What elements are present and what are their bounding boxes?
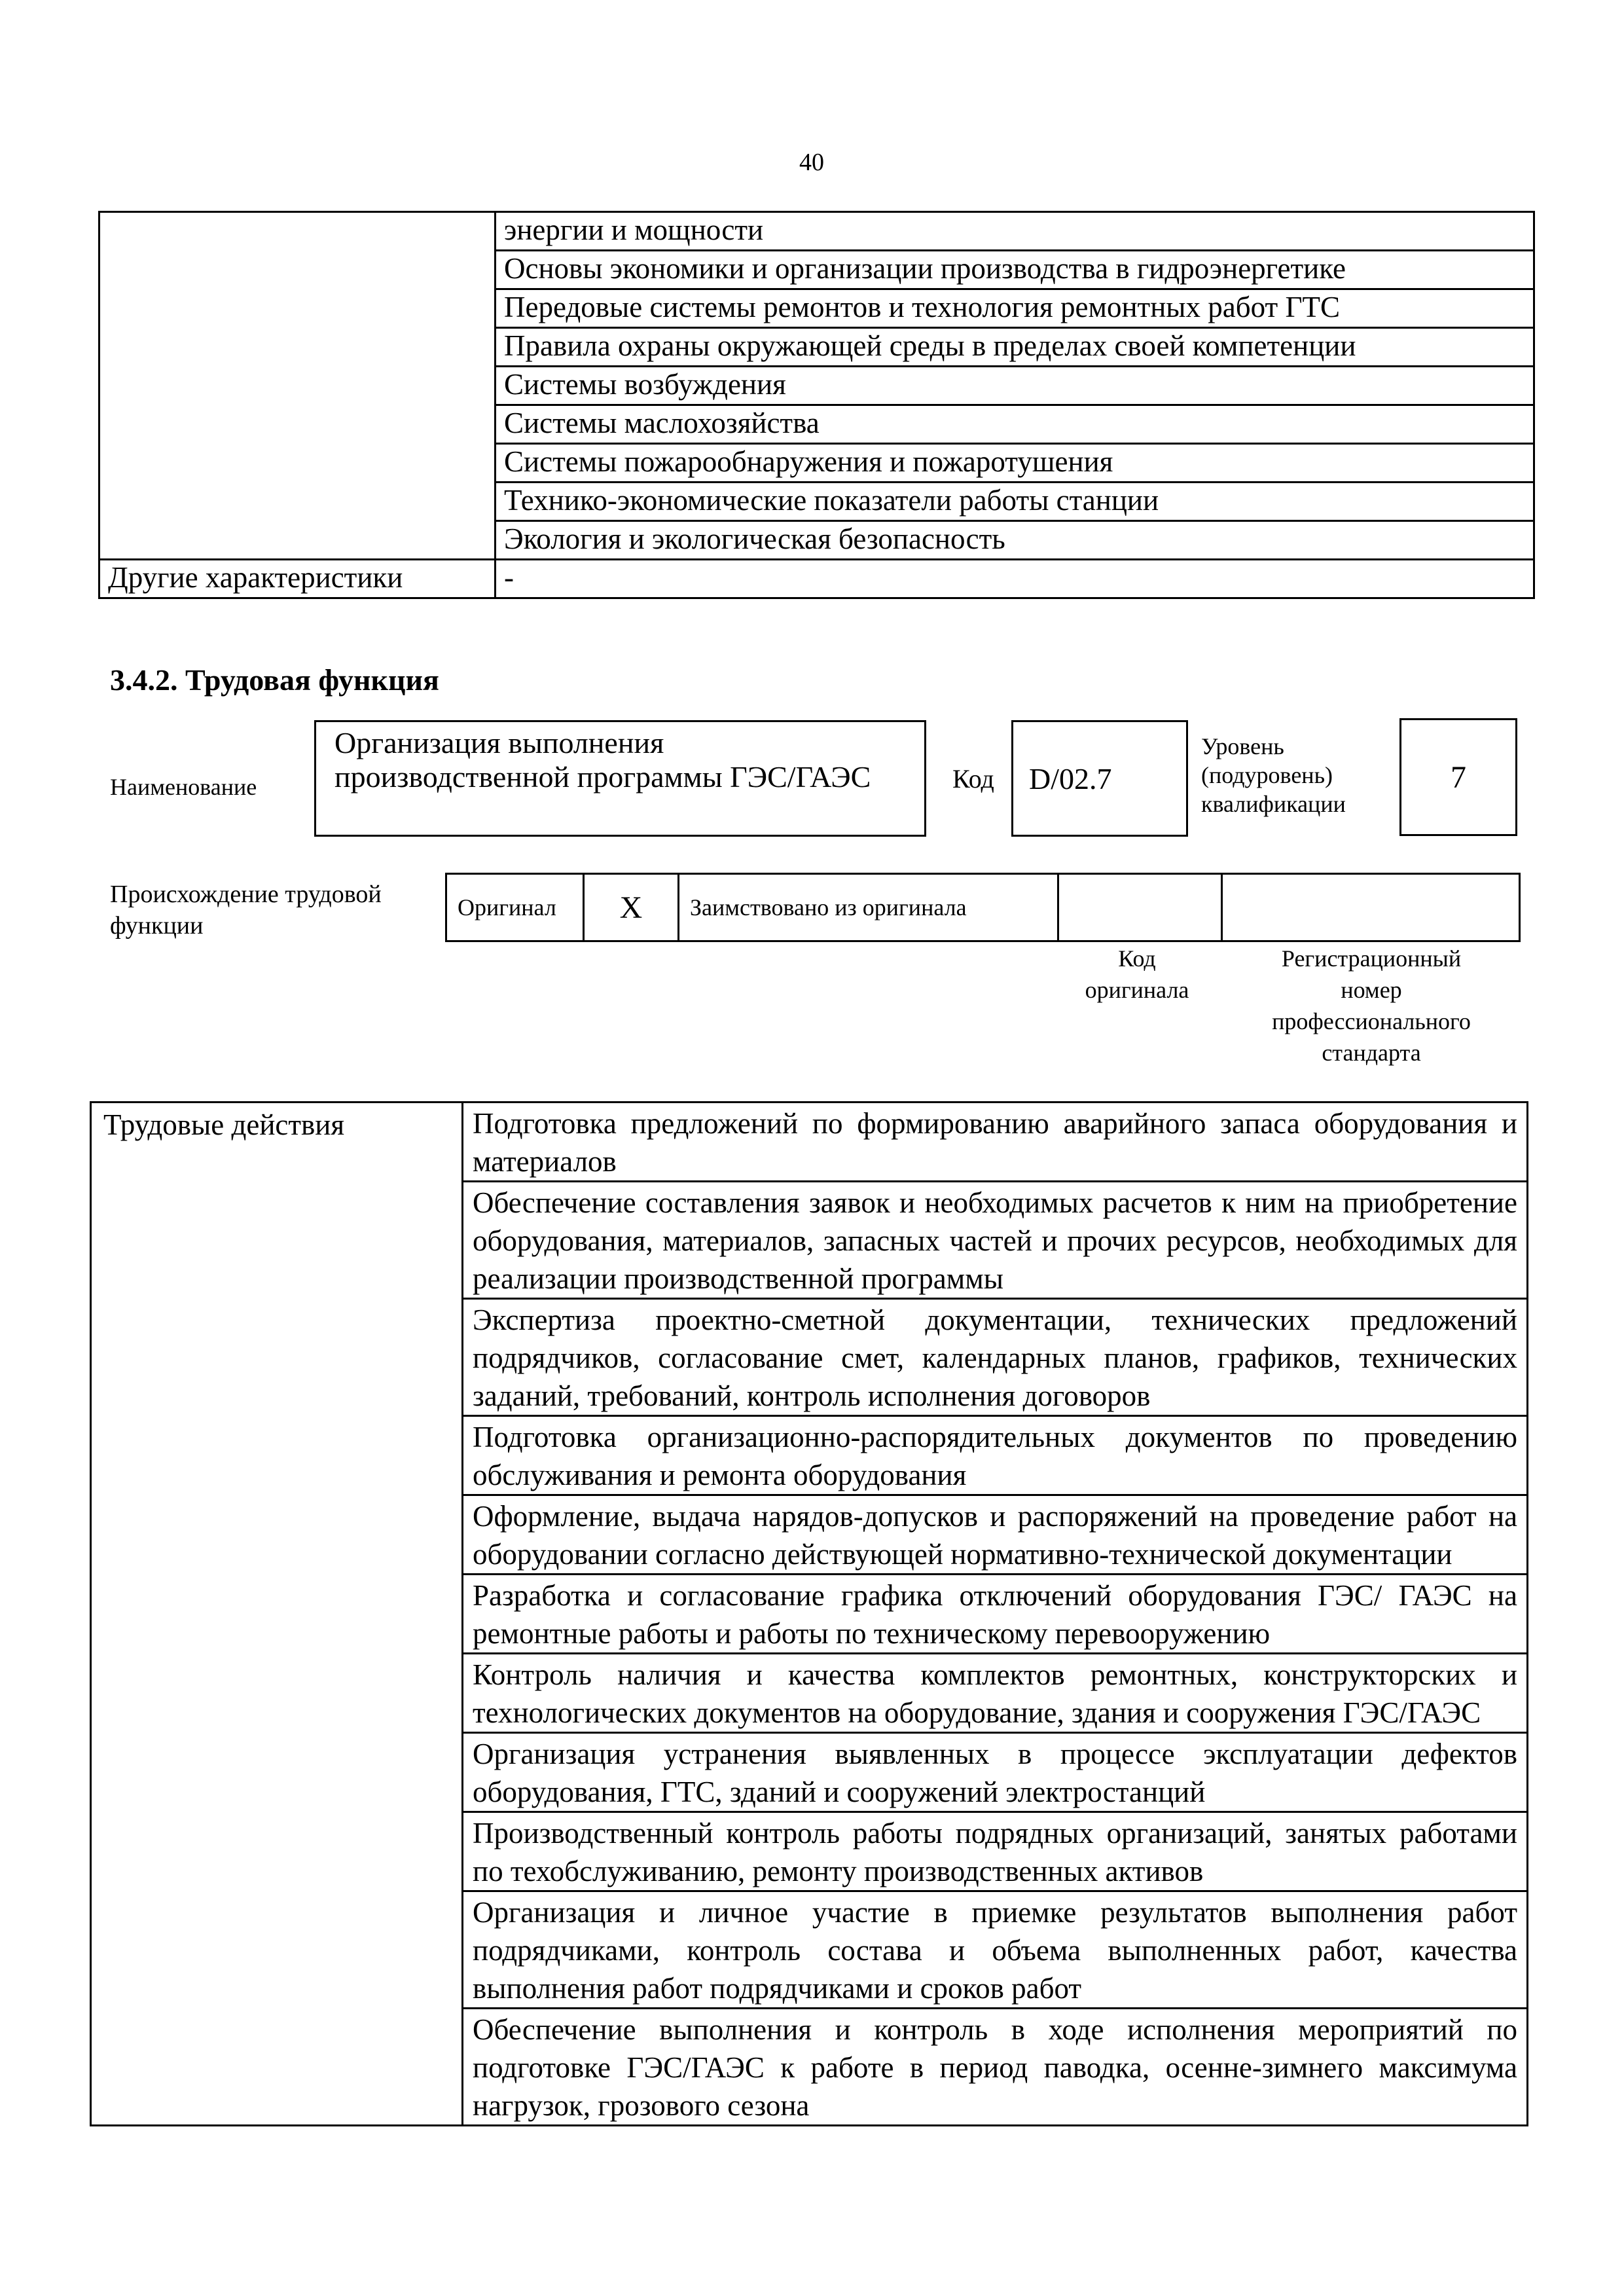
level-label-line: (подуровень) bbox=[1201, 762, 1333, 788]
caption-line: оригинала bbox=[1085, 977, 1189, 1003]
knowledge-label-cell bbox=[99, 212, 496, 560]
level-label-line: Уровень bbox=[1201, 733, 1284, 759]
level-label-line: квалификации bbox=[1201, 791, 1346, 817]
labor-action-item: Обеспечение выполнения и контроль в ходе исполнения мероприятий по подготовке ГЭС/ГАЭС к работе в период паводка, осенне-зимнего максимума нагрузок, грозового сезона bbox=[463, 2009, 1528, 2126]
origin-label: Происхождение трудовой функции bbox=[110, 881, 382, 939]
labor-action-item: Организация и личное участие в приемке результатов выполнения работ подрядчиками, контроль состава и объема выполненных работ, качества выполнения работ подрядчиками и сроков работ bbox=[463, 1891, 1528, 2009]
name-label: Наименование bbox=[110, 774, 257, 800]
level-value: 7 bbox=[1451, 760, 1466, 795]
code-caption bbox=[1055, 943, 1219, 1006]
caption-line: номер bbox=[1341, 977, 1402, 1003]
knowledge-item: Экология и экологическая безопасность bbox=[496, 521, 1534, 560]
table-row bbox=[99, 212, 1534, 251]
knowledge-item: Системы пожарообнаружения и пожаротушения bbox=[496, 444, 1534, 483]
level-label bbox=[1201, 732, 1346, 818]
level-box bbox=[1399, 718, 1517, 836]
knowledge-item: Передовые системы ремонтов и технология ремонтных работ ГТС bbox=[496, 289, 1534, 328]
original-label: Оригинал bbox=[446, 874, 584, 941]
caption-line: Регистрационный bbox=[1281, 945, 1462, 972]
function-name: Организация выполнения производственной программы ГЭС/ГАЭС bbox=[334, 726, 871, 793]
labor-action-item: Экспертиза проектно-сметной документации, технических предложений подрядчиков, согласование смет, календарных планов, графиков, технических заданий, требований, контроль исполнения договоров bbox=[463, 1299, 1528, 1416]
other-characteristics-label: Другие характеристики bbox=[99, 560, 496, 598]
caption-line: стандарта bbox=[1322, 1040, 1421, 1066]
knowledge-item: Системы возбуждения bbox=[496, 367, 1534, 405]
registration-number-cell bbox=[1222, 874, 1520, 941]
code-label: Код bbox=[952, 764, 994, 793]
caption-line: Код bbox=[1118, 945, 1156, 972]
code-box bbox=[1011, 720, 1188, 837]
table-row bbox=[91, 1102, 1528, 1182]
original-code-cell bbox=[1058, 874, 1222, 941]
labor-action-item: Подготовка организационно-распорядительных документов по проведению обслуживания и ремонта оборудования bbox=[463, 1416, 1528, 1495]
labor-action-item: Оформление, выдача нарядов-допусков и распоряжений на проведение работ на оборудовании согласно действующей нормативно-технической документации bbox=[463, 1495, 1528, 1575]
labor-action-item: Обеспечение составления заявок и необходимых расчетов к ним на приобретение оборудования, материалов, запасных частей и прочих ресурсов, необходимых для реализации производственной программы bbox=[463, 1182, 1528, 1299]
code-value: D/02.7 bbox=[1029, 762, 1112, 795]
labor-actions-label: Трудовые действия bbox=[91, 1102, 463, 2126]
knowledge-item: энергии и мощности bbox=[496, 212, 1534, 251]
labor-actions-table bbox=[90, 1101, 1528, 2126]
knowledge-table bbox=[98, 211, 1535, 599]
registration-caption bbox=[1218, 943, 1525, 1068]
labor-action-item: Подготовка предложений по формированию аварийного запаса оборудования и материалов bbox=[463, 1102, 1528, 1182]
page-number: 40 bbox=[799, 149, 824, 176]
original-mark: X bbox=[584, 874, 679, 941]
other-characteristics-value: - bbox=[496, 560, 1534, 598]
knowledge-item: Системы маслохозяйства bbox=[496, 405, 1534, 444]
labor-action-item: Производственный контроль работы подрядных организаций, занятых работами по техобслуживанию, ремонту производственных активов bbox=[463, 1812, 1528, 1891]
labor-action-item: Организация устранения выявленных в процессе эксплуатации дефектов оборудования, ГТС, зданий и сооружений электростанций bbox=[463, 1733, 1528, 1812]
labor-action-item: Разработка и согласование графика отключений оборудования ГЭС/ ГАЭС на ремонтные работы и работы по техническому перевооружению bbox=[463, 1575, 1528, 1654]
knowledge-item: Технико-экономические показатели работы станции bbox=[496, 483, 1534, 521]
function-name-box bbox=[314, 720, 926, 837]
caption-line: профессионального bbox=[1272, 1008, 1471, 1034]
borrowed-label: Заимствовано из оригинала bbox=[679, 874, 1058, 941]
origin-table bbox=[445, 873, 1521, 942]
knowledge-item: Правила охраны окружающей среды в пределах своей компетенции bbox=[496, 328, 1534, 367]
table-row bbox=[99, 560, 1534, 598]
labor-action-item: Контроль наличия и качества комплектов ремонтных, конструкторских и технологических документов на оборудование, здания и сооружения ГЭС/ГАЭС bbox=[463, 1654, 1528, 1733]
table-row bbox=[446, 874, 1520, 941]
section-title: 3.4.2. Трудовая функция bbox=[110, 663, 439, 697]
knowledge-item: Основы экономики и организации производства в гидроэнергетике bbox=[496, 251, 1534, 289]
